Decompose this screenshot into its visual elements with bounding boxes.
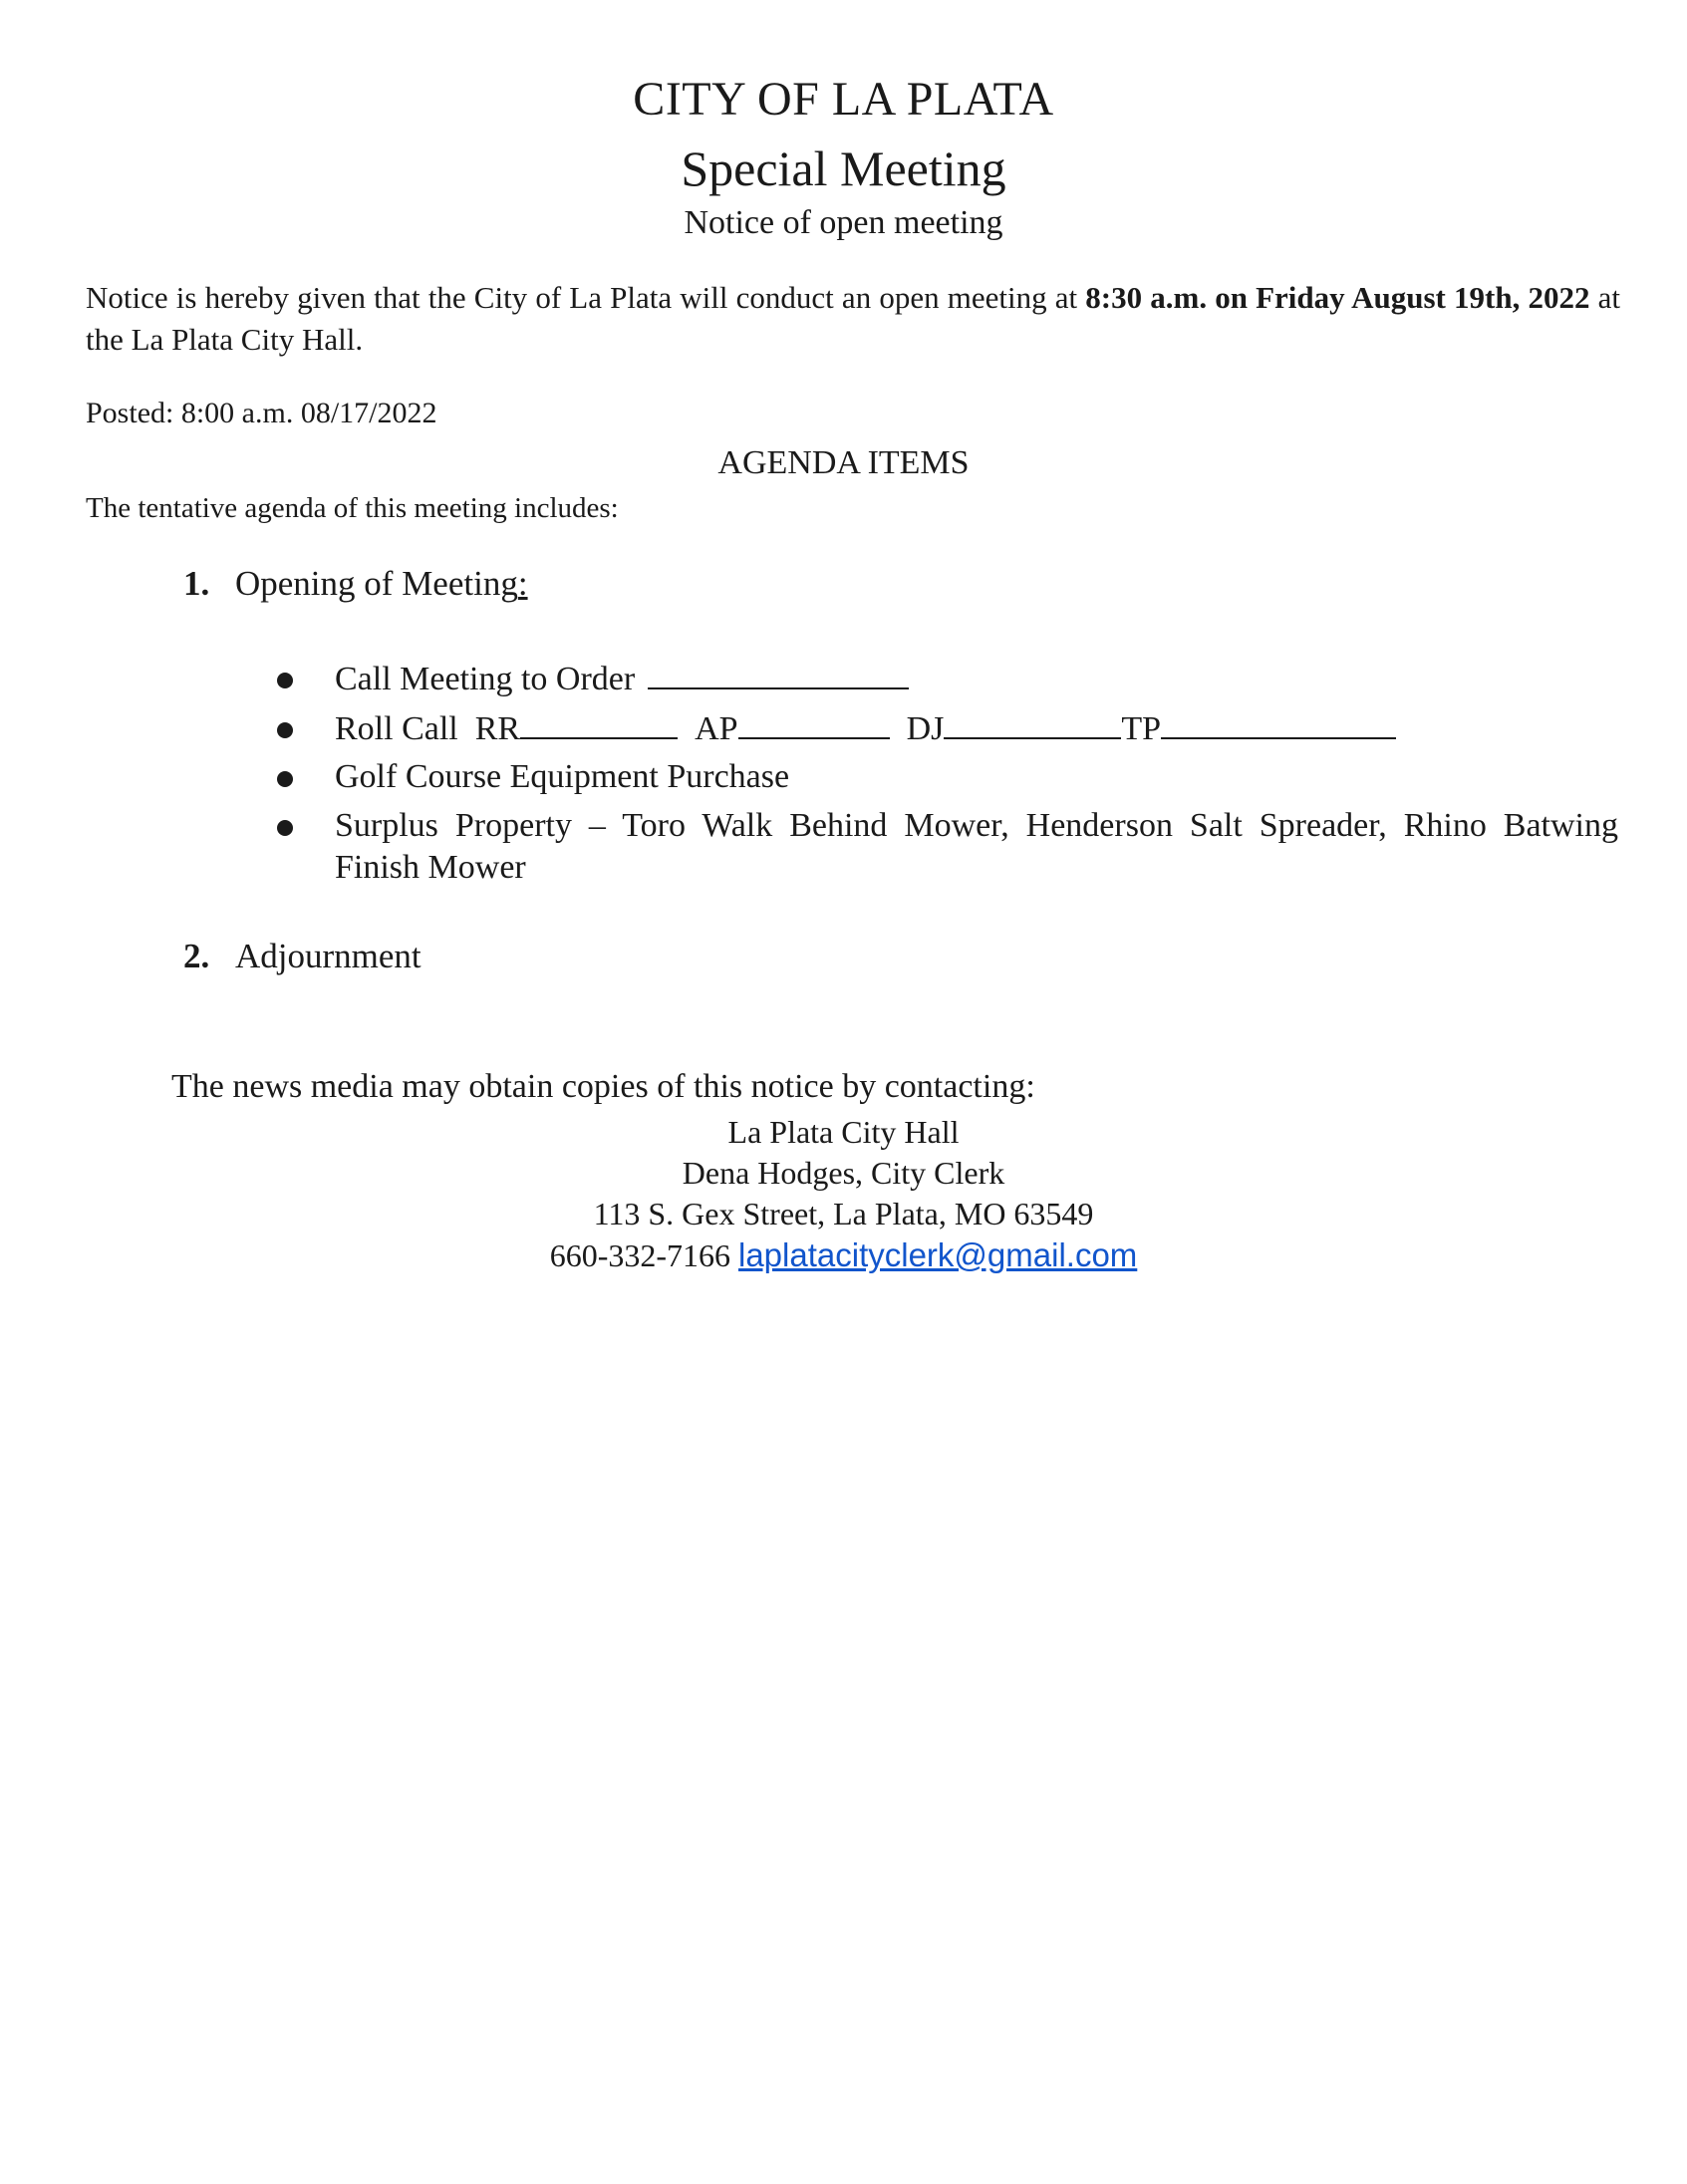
notice-text-before: Notice is hereby given that the City of La Plata will conduct an open meeting at: [86, 280, 1086, 315]
contact-clerk: Dena Hodges, City Clerk: [682, 1155, 1005, 1191]
agenda-item-label: Opening of Meeting: [235, 564, 518, 603]
bullet-icon: [277, 673, 293, 688]
bullet-icon: [277, 820, 293, 836]
contact-address: 113 S. Gex Street, La Plata, MO 63549: [593, 1196, 1094, 1231]
contact-email-link[interactable]: laplatacityclerk@gmail.com: [738, 1236, 1138, 1273]
document-title: CITY OF LA PLATA: [633, 73, 1054, 126]
agenda-item-adjournment: [183, 937, 422, 976]
agenda-item-number: 2.: [183, 937, 210, 975]
subitem-text: Call Meeting to Order: [335, 661, 636, 697]
posted-date: Posted: 8:00 a.m. 08/17/2022: [86, 397, 437, 429]
media-contact-intro: The news media may obtain copies of this notice by contacting:: [171, 1068, 1035, 1105]
roll-call-blank: [1161, 707, 1396, 739]
meeting-type: Special Meeting: [681, 140, 1006, 196]
agenda-heading: AGENDA ITEMS: [717, 444, 970, 481]
roll-call-dj: DJ: [906, 710, 945, 747]
roll-call-rr: RR: [474, 710, 521, 747]
agenda-item-label-suffix: :: [517, 564, 528, 603]
roll-call-blank: [944, 707, 1121, 739]
roll-call-blank: [520, 707, 678, 739]
notice-text-after: at the La Plata City Hall.: [86, 280, 1621, 357]
signature-blank: [648, 658, 909, 689]
roll-call-tp: TP: [1121, 710, 1162, 747]
meeting-datetime: 8:30 a.m. on Friday August 19th, 2022: [1085, 280, 1590, 315]
contact-phone-email: [0, 1236, 1687, 1274]
bullet-icon: [277, 771, 293, 787]
contact-phone: 660-332-7166: [549, 1237, 730, 1273]
notice-paragraph: [86, 277, 1620, 361]
subitem-text: Golf Course Equipment Purchase: [335, 758, 790, 795]
subitem-text: Surplus Property – Toro Walk Behind Mower, Henderson Salt Spreader, Rhino Batwing Finish Mower: [335, 807, 1618, 886]
contact-office: La Plata City Hall: [727, 1114, 960, 1150]
agenda-item-opening: [183, 564, 528, 604]
bullet-icon: [277, 722, 293, 738]
roll-call-ap: AP: [695, 710, 738, 747]
agenda-item-label: Adjournment: [235, 937, 422, 975]
notice-label: Notice of open meeting: [684, 204, 1003, 241]
agenda-intro: The tentative agenda of this meeting includes:: [86, 492, 619, 524]
roll-call-blank: [738, 707, 890, 739]
subitem-text: Roll Call: [335, 710, 458, 747]
agenda-item-number: 1.: [183, 564, 210, 603]
